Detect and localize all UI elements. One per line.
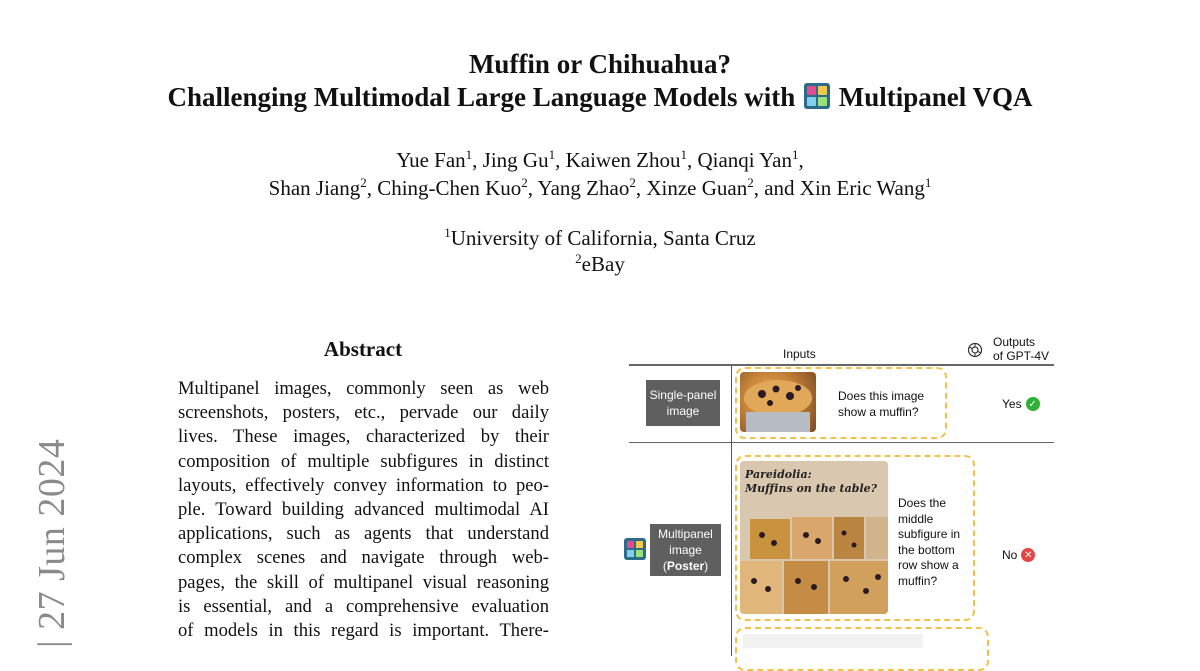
affiliation: $^2$eBay xyxy=(575,251,625,276)
author-list xyxy=(0,146,1200,202)
muffin-photo xyxy=(740,372,816,432)
author: Yue Fan$^1$, xyxy=(396,147,483,172)
poster-collage xyxy=(740,461,888,614)
paper-title xyxy=(0,48,1200,114)
openai-icon xyxy=(967,342,983,358)
single-panel-tag: Single-panel image xyxy=(646,380,720,426)
table-rule xyxy=(629,442,1054,443)
abstract-line: layouts, effectively convey information to peo- xyxy=(178,474,549,496)
abstract-text xyxy=(178,377,549,643)
author-line-1 xyxy=(0,146,1200,174)
outputs-header-line: Outputs xyxy=(993,335,1036,349)
answer-1: Yes ✓ xyxy=(1002,397,1040,411)
author: Ching-Chen Kuo$^2$, xyxy=(377,175,538,200)
muffin-image xyxy=(740,372,816,432)
title-line-1: Muffin or Chihuahua? xyxy=(468,49,732,79)
abstract-line: composition of multiple subfigures in distinct xyxy=(178,450,549,472)
table-divider xyxy=(731,366,732,656)
abstract-line: Multipanel images, commonly seen as web xyxy=(178,378,549,399)
author: Yang Zhao$^2$, xyxy=(537,175,647,200)
affiliation: $^1$University of California, Santa Cruz xyxy=(444,225,756,250)
mmvqa-logo-icon xyxy=(804,83,830,109)
title-line-2-post: Multipanel VQA xyxy=(838,82,1033,112)
author: Kaiwen Zhou$^1$, xyxy=(565,147,698,172)
title-line-2-pre: Challenging Multimodal Large Language Models with xyxy=(167,82,796,112)
abstract-line: ple. Toward building advanced multimodal AI xyxy=(178,498,549,520)
abstract-line: lives. These images, characterized by their xyxy=(178,426,549,448)
abstract-line: is essential, and a comprehensive evaluation xyxy=(178,595,549,617)
outputs-header xyxy=(993,335,1049,363)
cross-icon: ✕ xyxy=(1021,548,1035,562)
check-icon: ✓ xyxy=(1026,397,1040,411)
abstract-line: complex scenes and navigate through web- xyxy=(178,547,549,569)
outputs-header-line: of GPT-4V xyxy=(993,349,1050,363)
author: Jing Gu$^1$, xyxy=(482,147,566,172)
webpage-thumbnail xyxy=(743,634,923,648)
poster-title-line: Pareidolia: xyxy=(745,468,812,481)
abstract-line: of models in this regard is important. There- xyxy=(178,619,549,641)
author: Xinze Guan$^2$, xyxy=(646,175,765,200)
title-line-2 xyxy=(0,81,1200,114)
multipanel-tag: Multipanel image (Poster) xyxy=(650,524,721,576)
mmvqa-logo-icon xyxy=(624,538,646,560)
author: Shan Jiang$^2$, xyxy=(268,175,378,200)
table-rule xyxy=(629,364,1054,366)
abstract-heading: Abstract xyxy=(323,337,403,361)
answer-2: No ✕ xyxy=(1002,548,1035,562)
poster-title-line: Muffins on the table? xyxy=(745,482,878,495)
poster-photo xyxy=(740,461,888,614)
teaser-figure xyxy=(615,330,1065,648)
affiliations xyxy=(0,225,1200,277)
arxiv-date-stamp: | 27 Jun 2024 xyxy=(31,438,73,648)
question-1: Does this image show a muffin? xyxy=(838,389,925,419)
abstract-line: screenshots, posters, etc., pervade our daily xyxy=(178,402,549,424)
question-2: Does the middle subfigure in the bottom row show a muffin? xyxy=(898,496,961,588)
author: Qianqi Yan$^1$, xyxy=(697,147,804,172)
author: and Xin Eric Wang$^1$ xyxy=(764,175,932,200)
inputs-header: Inputs xyxy=(783,347,816,361)
author-line-2 xyxy=(0,174,1200,202)
abstract-line: pages, the skill of multipanel visual reasoning xyxy=(178,571,549,593)
abstract-line: applications, such as agents that understand xyxy=(178,523,549,545)
